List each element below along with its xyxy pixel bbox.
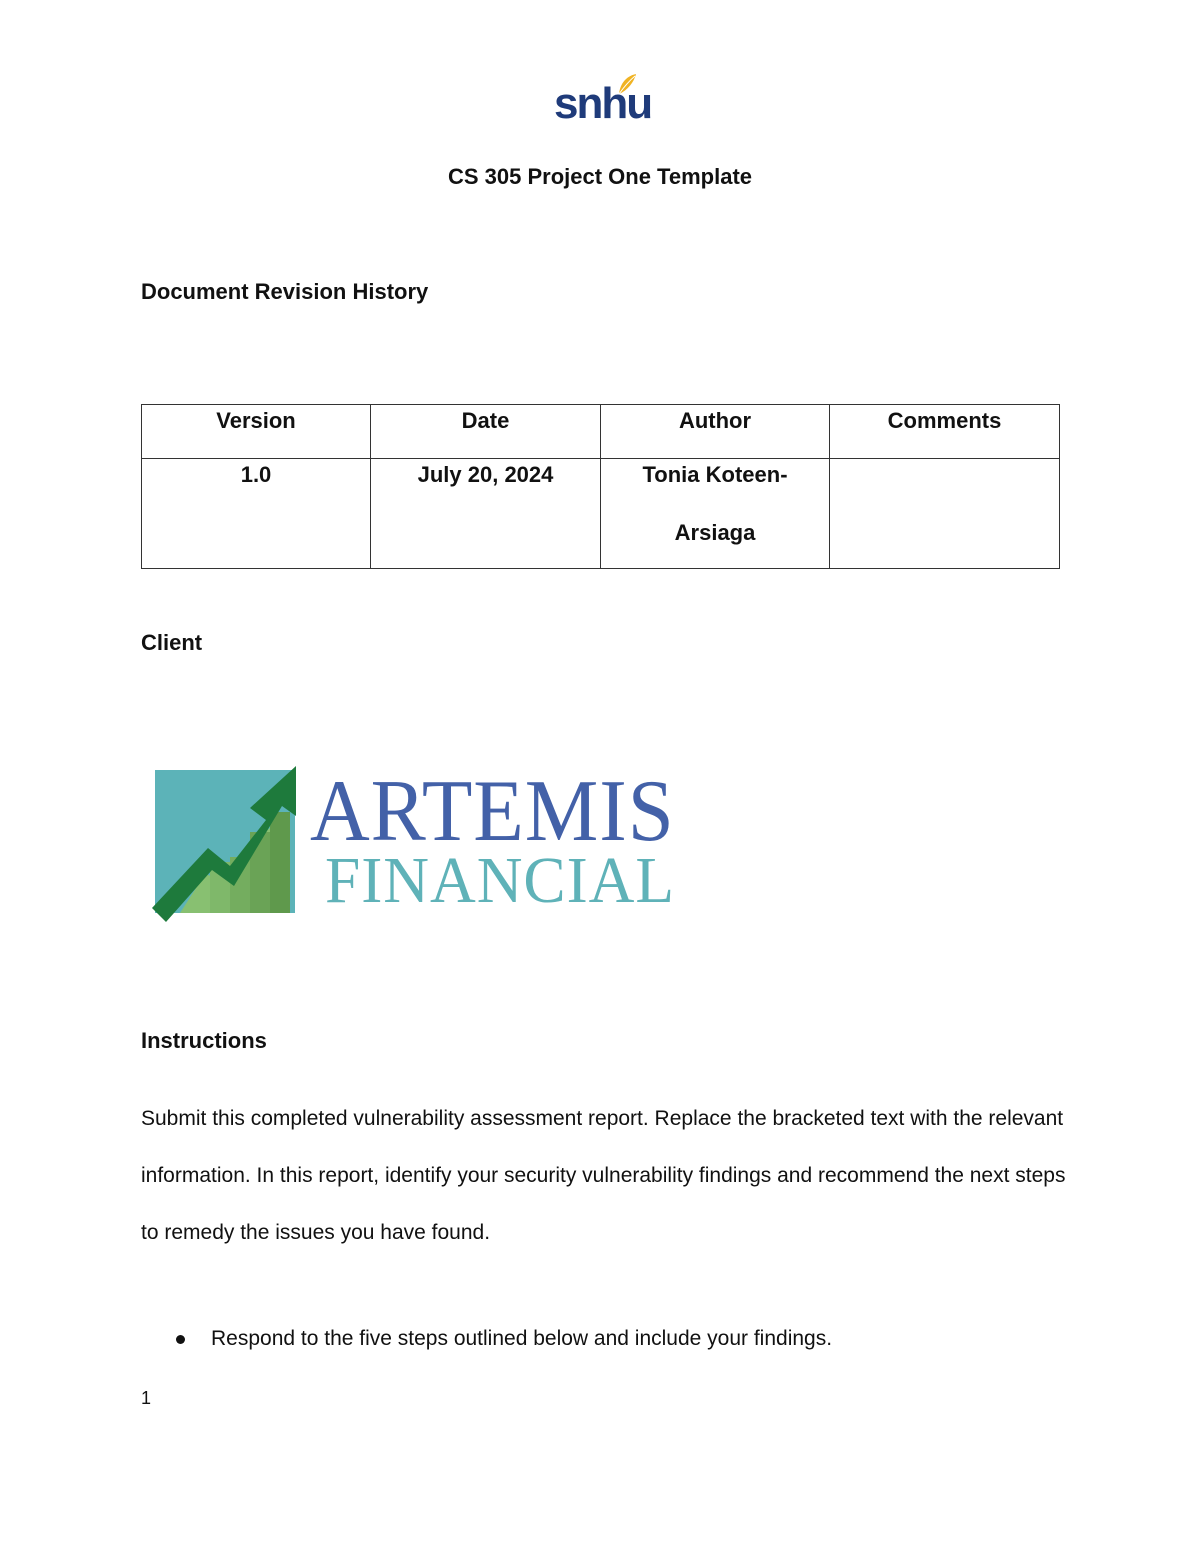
revision-history-table: [141, 404, 1060, 569]
column-header-date: Date: [371, 405, 601, 459]
column-header-author: Author: [601, 405, 830, 459]
bullet-icon: [176, 1335, 185, 1344]
author-line-1: Tonia Koteen-: [642, 462, 788, 487]
instructions-paragraph: Submit this completed vulnerability assessment report. Replace the bracketed text with the relevant information. In this report, identify your security vulnerability findings and recommend the next steps to remedy the issues you have found.: [141, 1107, 1066, 1244]
author-line-2: Arsiaga: [674, 520, 756, 545]
column-header-version: Version: [142, 405, 371, 459]
table-row: [142, 459, 1060, 569]
list-item: [141, 1322, 1071, 1356]
bullet-text: Respond to the five steps outlined below and include your findings.: [211, 1327, 833, 1350]
snhu-logo-text: snhu: [554, 79, 652, 128]
date-value: July 20, 2024: [417, 462, 554, 487]
financial-logo-word: FINANCIAL: [325, 844, 676, 917]
version-value: 1.0: [240, 462, 272, 487]
instructions-heading: Instructions: [141, 1028, 267, 1053]
cell-comments: [830, 459, 1060, 569]
snhu-logo: [548, 70, 652, 140]
instructions-bullet-list: [141, 1322, 1071, 1356]
revision-history-heading: Document Revision History: [141, 279, 429, 304]
cell-date: [371, 459, 601, 569]
cell-author: [601, 459, 830, 569]
table-header-row: [142, 405, 1060, 459]
column-header-comments: Comments: [830, 405, 1060, 459]
artemis-logo-word: ARTEMIS: [310, 763, 675, 860]
cell-version: [142, 459, 371, 569]
document-title: CS 305 Project One Template: [447, 164, 753, 189]
page-number: 1: [141, 1388, 152, 1408]
client-heading: Client: [141, 630, 203, 655]
